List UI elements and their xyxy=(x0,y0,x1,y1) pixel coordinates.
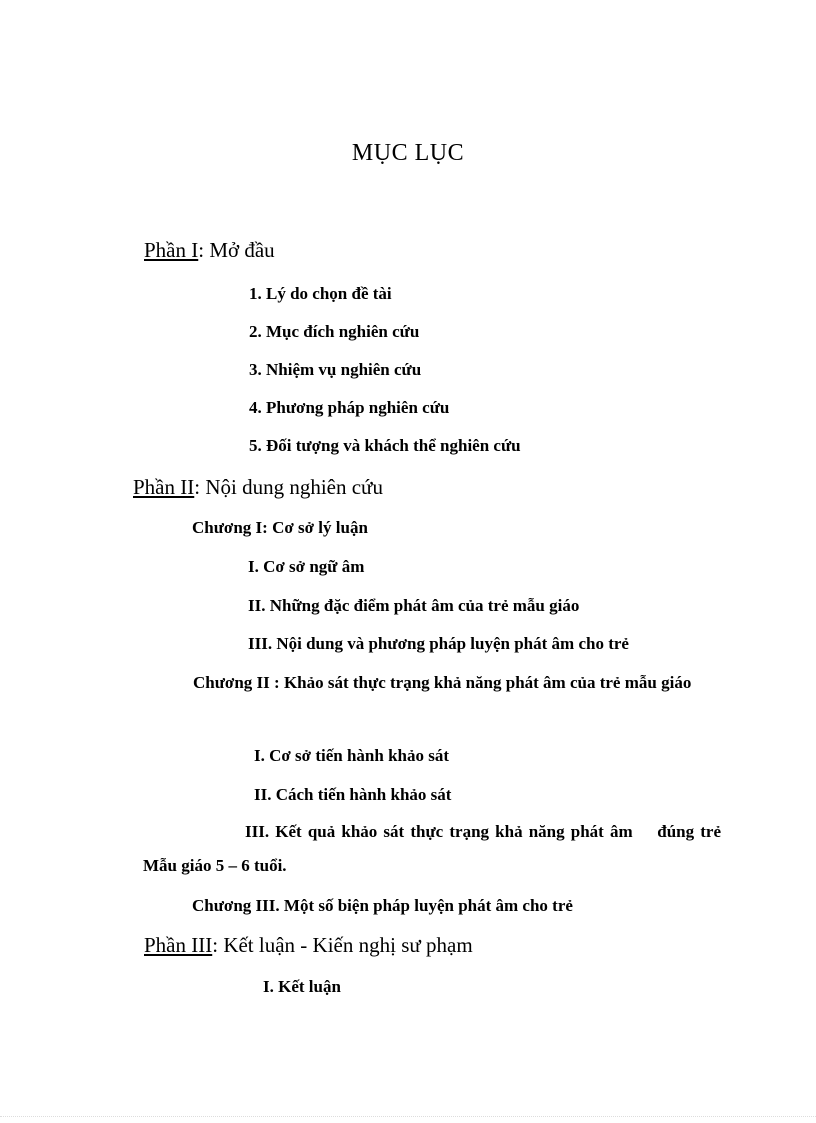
part-3-label: Phần III xyxy=(144,933,213,957)
page-title: MỤC LỤC xyxy=(351,140,465,166)
part-1-item-5: 5. Đối tượng và khách thể nghiên cứu xyxy=(249,436,521,455)
part-1-item-2: 2. Mục đích nghiên cứu xyxy=(249,322,420,341)
part-1-label: Phần I xyxy=(144,238,199,262)
part-2-label: Phần II xyxy=(133,475,195,499)
part-1-item-4: 4. Phương pháp nghiên cứu xyxy=(249,398,450,417)
part-2-heading xyxy=(133,475,383,500)
chapter-2-item-2: II. Cách tiến hành khảo sát xyxy=(254,785,452,804)
part-3-heading xyxy=(144,933,473,958)
chapter-1-item-2: II. Những đặc điểm phát âm của trẻ mẫu giáo xyxy=(248,596,580,615)
part-1-heading xyxy=(144,238,275,263)
chapter-3-title: Chương III. Một số biện pháp luyện phát âm cho trẻ xyxy=(192,896,573,915)
page-bottom-rule xyxy=(0,1116,816,1117)
chapter-1-item-3: III. Nội dung và phương pháp luyện phát âm cho trẻ xyxy=(248,634,629,653)
part-1-item-1: 1. Lý do chọn đề tài xyxy=(249,284,392,303)
part-1-item-3: 3. Nhiệm vụ nghiên cứu xyxy=(249,360,422,379)
chapter-2-item-3: III. Kết quả khảo sát thực trạng khả năng phát âm đúng trẻ Mẫu giáo 5 – 6 tuổi. xyxy=(143,822,726,875)
chapter-1-item-1: I. Cơ sở ngữ âm xyxy=(248,557,365,576)
chapter-1-title: Chương I: Cơ sở lý luận xyxy=(192,518,368,537)
part-3-title: : Kết luận - Kiến nghị sư phạm xyxy=(212,933,473,957)
chapter-2-title: Chương II : Khảo sát thực trạng khả năng phát âm của trẻ mẫu giáo xyxy=(193,673,692,692)
chapter-2-item-1: I. Cơ sở tiến hành khảo sát xyxy=(254,746,450,765)
part-1-title: : Mở đầu xyxy=(198,238,275,262)
part-3-item-1: I. Kết luận xyxy=(263,977,341,996)
part-2-title: : Nội dung nghiên cứu xyxy=(194,475,383,499)
